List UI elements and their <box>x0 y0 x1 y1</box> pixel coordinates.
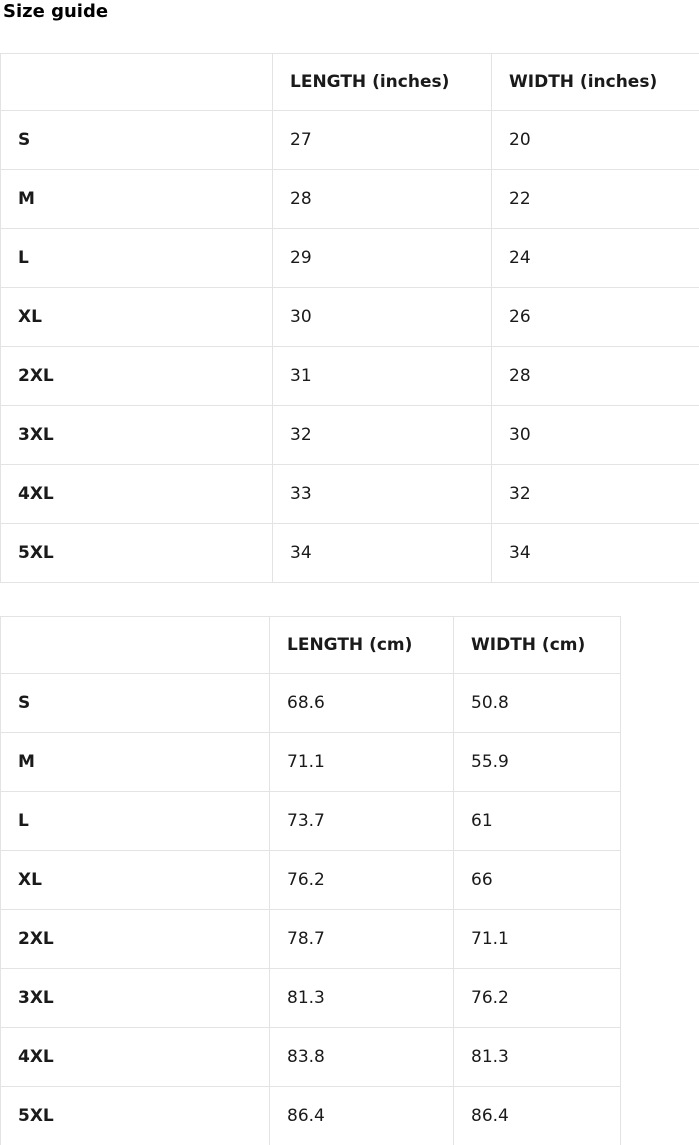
size-label: 3XL <box>1 406 273 465</box>
size-label: S <box>1 111 273 170</box>
size-column-header-empty <box>1 617 270 674</box>
table-row <box>1 524 699 583</box>
table-row <box>1 229 699 288</box>
size-label: 3XL <box>1 969 270 1028</box>
page-title: Size guide <box>3 1 109 22</box>
size-label: XL <box>1 851 270 910</box>
table-row <box>1 111 699 170</box>
size-label: S <box>1 674 270 733</box>
table-row <box>1 792 621 851</box>
length-value: 83.8 <box>270 1028 454 1087</box>
table-row <box>1 674 621 733</box>
size-label: 4XL <box>1 1028 270 1087</box>
length-value: 28 <box>273 170 492 229</box>
size-label: 2XL <box>1 910 270 969</box>
width-value: 26 <box>492 288 699 347</box>
table-row <box>1 1087 621 1145</box>
size-label: M <box>1 170 273 229</box>
width-inches-column-header: WIDTH (inches) <box>492 54 699 111</box>
width-value: 30 <box>492 406 699 465</box>
length-inches-column-header: LENGTH (inches) <box>273 54 492 111</box>
length-value: 81.3 <box>270 969 454 1028</box>
length-value: 34 <box>273 524 492 583</box>
table-row <box>1 733 621 792</box>
length-value: 33 <box>273 465 492 524</box>
width-value: 86.4 <box>454 1087 621 1145</box>
length-value: 71.1 <box>270 733 454 792</box>
length-value: 32 <box>273 406 492 465</box>
length-value: 78.7 <box>270 910 454 969</box>
table-row <box>1 347 699 406</box>
width-value: 22 <box>492 170 699 229</box>
table-row <box>1 851 621 910</box>
length-value: 86.4 <box>270 1087 454 1145</box>
width-value: 66 <box>454 851 621 910</box>
width-value: 81.3 <box>454 1028 621 1087</box>
width-cm-column-header: WIDTH (cm) <box>454 617 621 674</box>
size-label: 2XL <box>1 347 273 406</box>
width-value: 71.1 <box>454 910 621 969</box>
width-value: 50.8 <box>454 674 621 733</box>
table-row <box>1 969 621 1028</box>
width-value: 61 <box>454 792 621 851</box>
size-label: XL <box>1 288 273 347</box>
table-row <box>1 288 699 347</box>
table-header-row <box>1 54 699 111</box>
length-value: 76.2 <box>270 851 454 910</box>
length-cm-column-header: LENGTH (cm) <box>270 617 454 674</box>
table-row <box>1 1028 621 1087</box>
size-column-header-empty <box>1 54 273 111</box>
length-value: 29 <box>273 229 492 288</box>
size-table-cm <box>0 616 621 1145</box>
size-label: L <box>1 229 273 288</box>
table-row <box>1 170 699 229</box>
size-label: 4XL <box>1 465 273 524</box>
length-value: 27 <box>273 111 492 170</box>
width-value: 28 <box>492 347 699 406</box>
width-value: 20 <box>492 111 699 170</box>
width-value: 55.9 <box>454 733 621 792</box>
length-value: 68.6 <box>270 674 454 733</box>
length-value: 73.7 <box>270 792 454 851</box>
table-header-row <box>1 617 621 674</box>
table-row <box>1 465 699 524</box>
width-value: 32 <box>492 465 699 524</box>
length-value: 31 <box>273 347 492 406</box>
size-table-inches <box>0 53 699 583</box>
table-row <box>1 910 621 969</box>
size-label: L <box>1 792 270 851</box>
size-label: M <box>1 733 270 792</box>
width-value: 24 <box>492 229 699 288</box>
length-value: 30 <box>273 288 492 347</box>
size-label: 5XL <box>1 524 273 583</box>
table-row <box>1 406 699 465</box>
size-label: 5XL <box>1 1087 270 1145</box>
width-value: 76.2 <box>454 969 621 1028</box>
width-value: 34 <box>492 524 699 583</box>
